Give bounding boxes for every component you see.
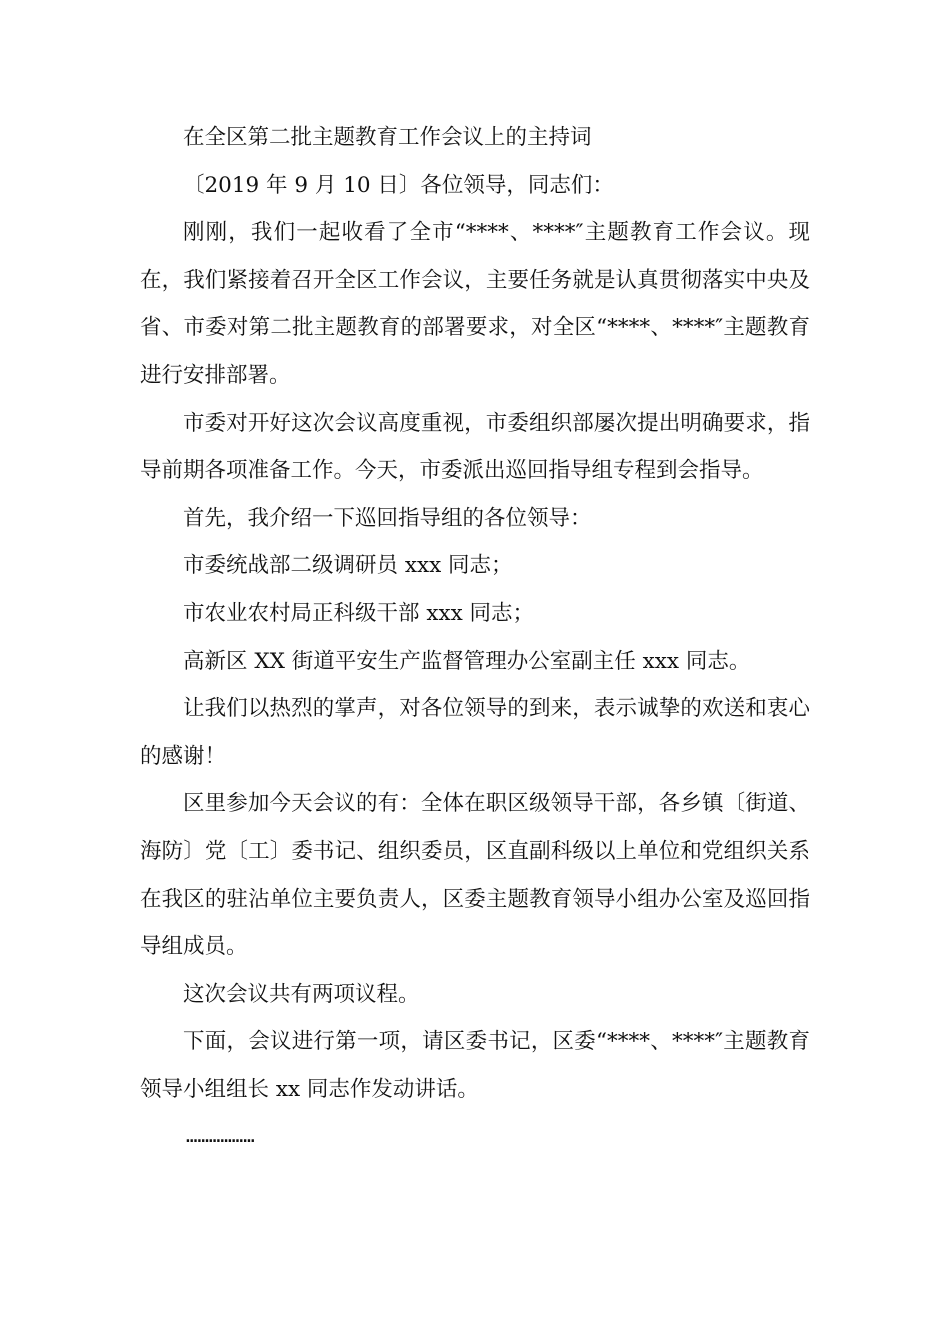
paragraph-welcome: 让我们以热烈的掌声，对各位领导的到来，表示诚挚的欢送和衷心的感谢！ bbox=[140, 696, 810, 769]
paragraph-attendees: 区里参加今天会议的有：全体在职区级领导干部，各乡镇〔街道、海防〕党〔工〕委书记、组织委员，区直副科级以上单位和党组织关系在我区的驻沾单位主要负责人，区委主题教育领导小组办公室及巡回指导组成员。 bbox=[140, 791, 810, 960]
date-salutation-line: 〔2019 年 9 月 10 日〕各位领导，同志们： bbox=[183, 172, 614, 198]
paragraph-opening: 刚刚，我们一起收看了全市“****、****″主题教育工作会议。现在，我们紧接着召开全区工作会议，主要任务就是认真贯彻落实中央及省、市委对第二批主题教育的部署要求，对全区“****、****″主题教育进行安排部署。 bbox=[140, 220, 810, 388]
leader-item-3: 高新区 XX 街道平安生产监督管理办公室副主任 xxx 同志。 bbox=[183, 648, 751, 674]
paragraph-city-committee: 市委对开好这次会议高度重视，市委组织部屡次提出明确要求，指导前期各项准备工作。今天，市委派出巡回指导组专程到会指导。 bbox=[140, 410, 810, 484]
document-title: 在全区第二批主题教育工作会议上的主持词 bbox=[183, 125, 592, 150]
leader-item-1: 市委统战部二级调研员 xxx 同志； bbox=[183, 553, 513, 579]
paragraph-agenda: 这次会议共有两项议程。 bbox=[183, 981, 420, 1007]
leader-item-2: 市农业农村局正科级干部 xxx 同志； bbox=[183, 600, 535, 626]
ellipsis-line: ……………… bbox=[186, 1125, 255, 1148]
paragraph-first-item: 下面，会议进行第一项，请区委书记，区委“****、****″主题教育领导小组组长 xx 同志作发动讲话。 bbox=[140, 1029, 810, 1102]
document-body bbox=[140, 114, 810, 1161]
paragraph-introduction: 首先，我介绍一下巡回指导组的各位领导： bbox=[183, 505, 592, 531]
